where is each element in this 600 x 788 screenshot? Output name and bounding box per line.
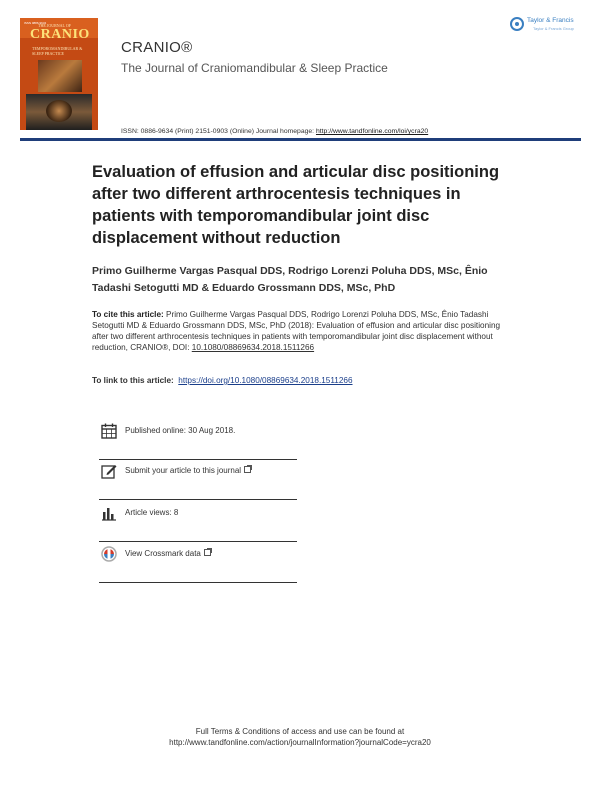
footer-line-1: Full Terms & Conditions of access and use can be found at: [195, 727, 405, 736]
cover-the: THE JOURNAL OF: [38, 23, 71, 28]
citation-text: Primo Guilherme Vargas Pasqual DDS, Rodrigo Lorenzi Poluha DDS, MSc, Ênio Tadashi Setogutti MD & Eduardo Grossmann DDS, MSc, PhD (2018): Evaluation of effusion and articular disc positioning after two different arthrocentesis techniques in patients with temporomandibular joint disc displacement without reduction, CRANIO®, DOI:: [92, 310, 501, 352]
external-link-icon: [244, 466, 251, 473]
bar-chart-icon: [101, 505, 117, 521]
cover-photo-xray: [26, 94, 92, 130]
article-title: Evaluation of effusion and articular disc positioning after two different arthrocentesis techniques in patients with temporomandibular joint disc displacement without reduction: [92, 163, 500, 247]
journal-subtitle: The Journal of Craniomandibular & Sleep Practice: [121, 61, 388, 75]
journal-cover-image: [20, 18, 98, 130]
external-link-icon: [204, 549, 211, 556]
crossmark-row[interactable]: [99, 546, 297, 583]
cover-subtitle: TEMPOROMANDIBULAR & SLEEP PRACTICE: [32, 46, 83, 56]
submit-row[interactable]: [99, 463, 297, 500]
article-views: Article views: 8: [125, 508, 179, 517]
views-row: [99, 505, 297, 542]
publisher-logo-icon: [510, 17, 524, 31]
citation-doi: 10.1080/08869634.2018.1511266: [191, 343, 315, 352]
issn-text: ISSN: 0886-9634 (Print) 2151-0903 (Online) Journal homepage:: [121, 128, 316, 135]
publisher-name: Taylor & Francis: [527, 17, 574, 24]
citation-block: [92, 309, 502, 353]
cover-issn: ISSN 0886-9634: [24, 21, 47, 25]
cover-title: CRANIO: [30, 27, 90, 42]
header-divider: [20, 138, 581, 141]
citation-label: To cite this article:: [92, 310, 164, 319]
article-doi-link[interactable]: https://doi.org/10.1080/08869634.2018.1511266: [178, 376, 353, 385]
footer-terms: [0, 726, 600, 748]
crossmark-link[interactable]: [125, 549, 211, 558]
published-date: Published online: 30 Aug 2018.: [125, 426, 236, 435]
journal-homepage-link[interactable]: http://www.tandfonline.com/loi/ycra20: [315, 128, 429, 135]
publisher-tagline: Taylor & Francis Group: [533, 26, 574, 31]
article-link-label: To link to this article:: [92, 376, 174, 385]
journal-name: CRANIO®: [121, 39, 193, 56]
journal-issn-line: [121, 128, 428, 135]
article-link-row: [92, 376, 353, 385]
article-authors: Primo Guilherme Vargas Pasqual DDS, Rodrigo Lorenzi Poluha DDS, MSc, Ênio Tadashi Setogutti MD & Eduardo Grossmann DDS, MSc, PhD: [92, 265, 488, 294]
submit-article-link[interactable]: [125, 466, 251, 475]
submit-article-label: Submit your article to this journal: [125, 466, 242, 475]
cover-photo-top: [38, 60, 82, 92]
edit-icon: [101, 463, 117, 479]
crossmark-icon: [101, 546, 117, 562]
calendar-icon: [101, 423, 117, 439]
publisher-logo[interactable]: [510, 16, 582, 36]
footer-terms-link[interactable]: http://www.tandfonline.com/action/journalInformation?journalCode=ycra20: [169, 738, 431, 747]
published-row: [99, 423, 297, 460]
crossmark-label: View Crossmark data: [125, 549, 201, 558]
